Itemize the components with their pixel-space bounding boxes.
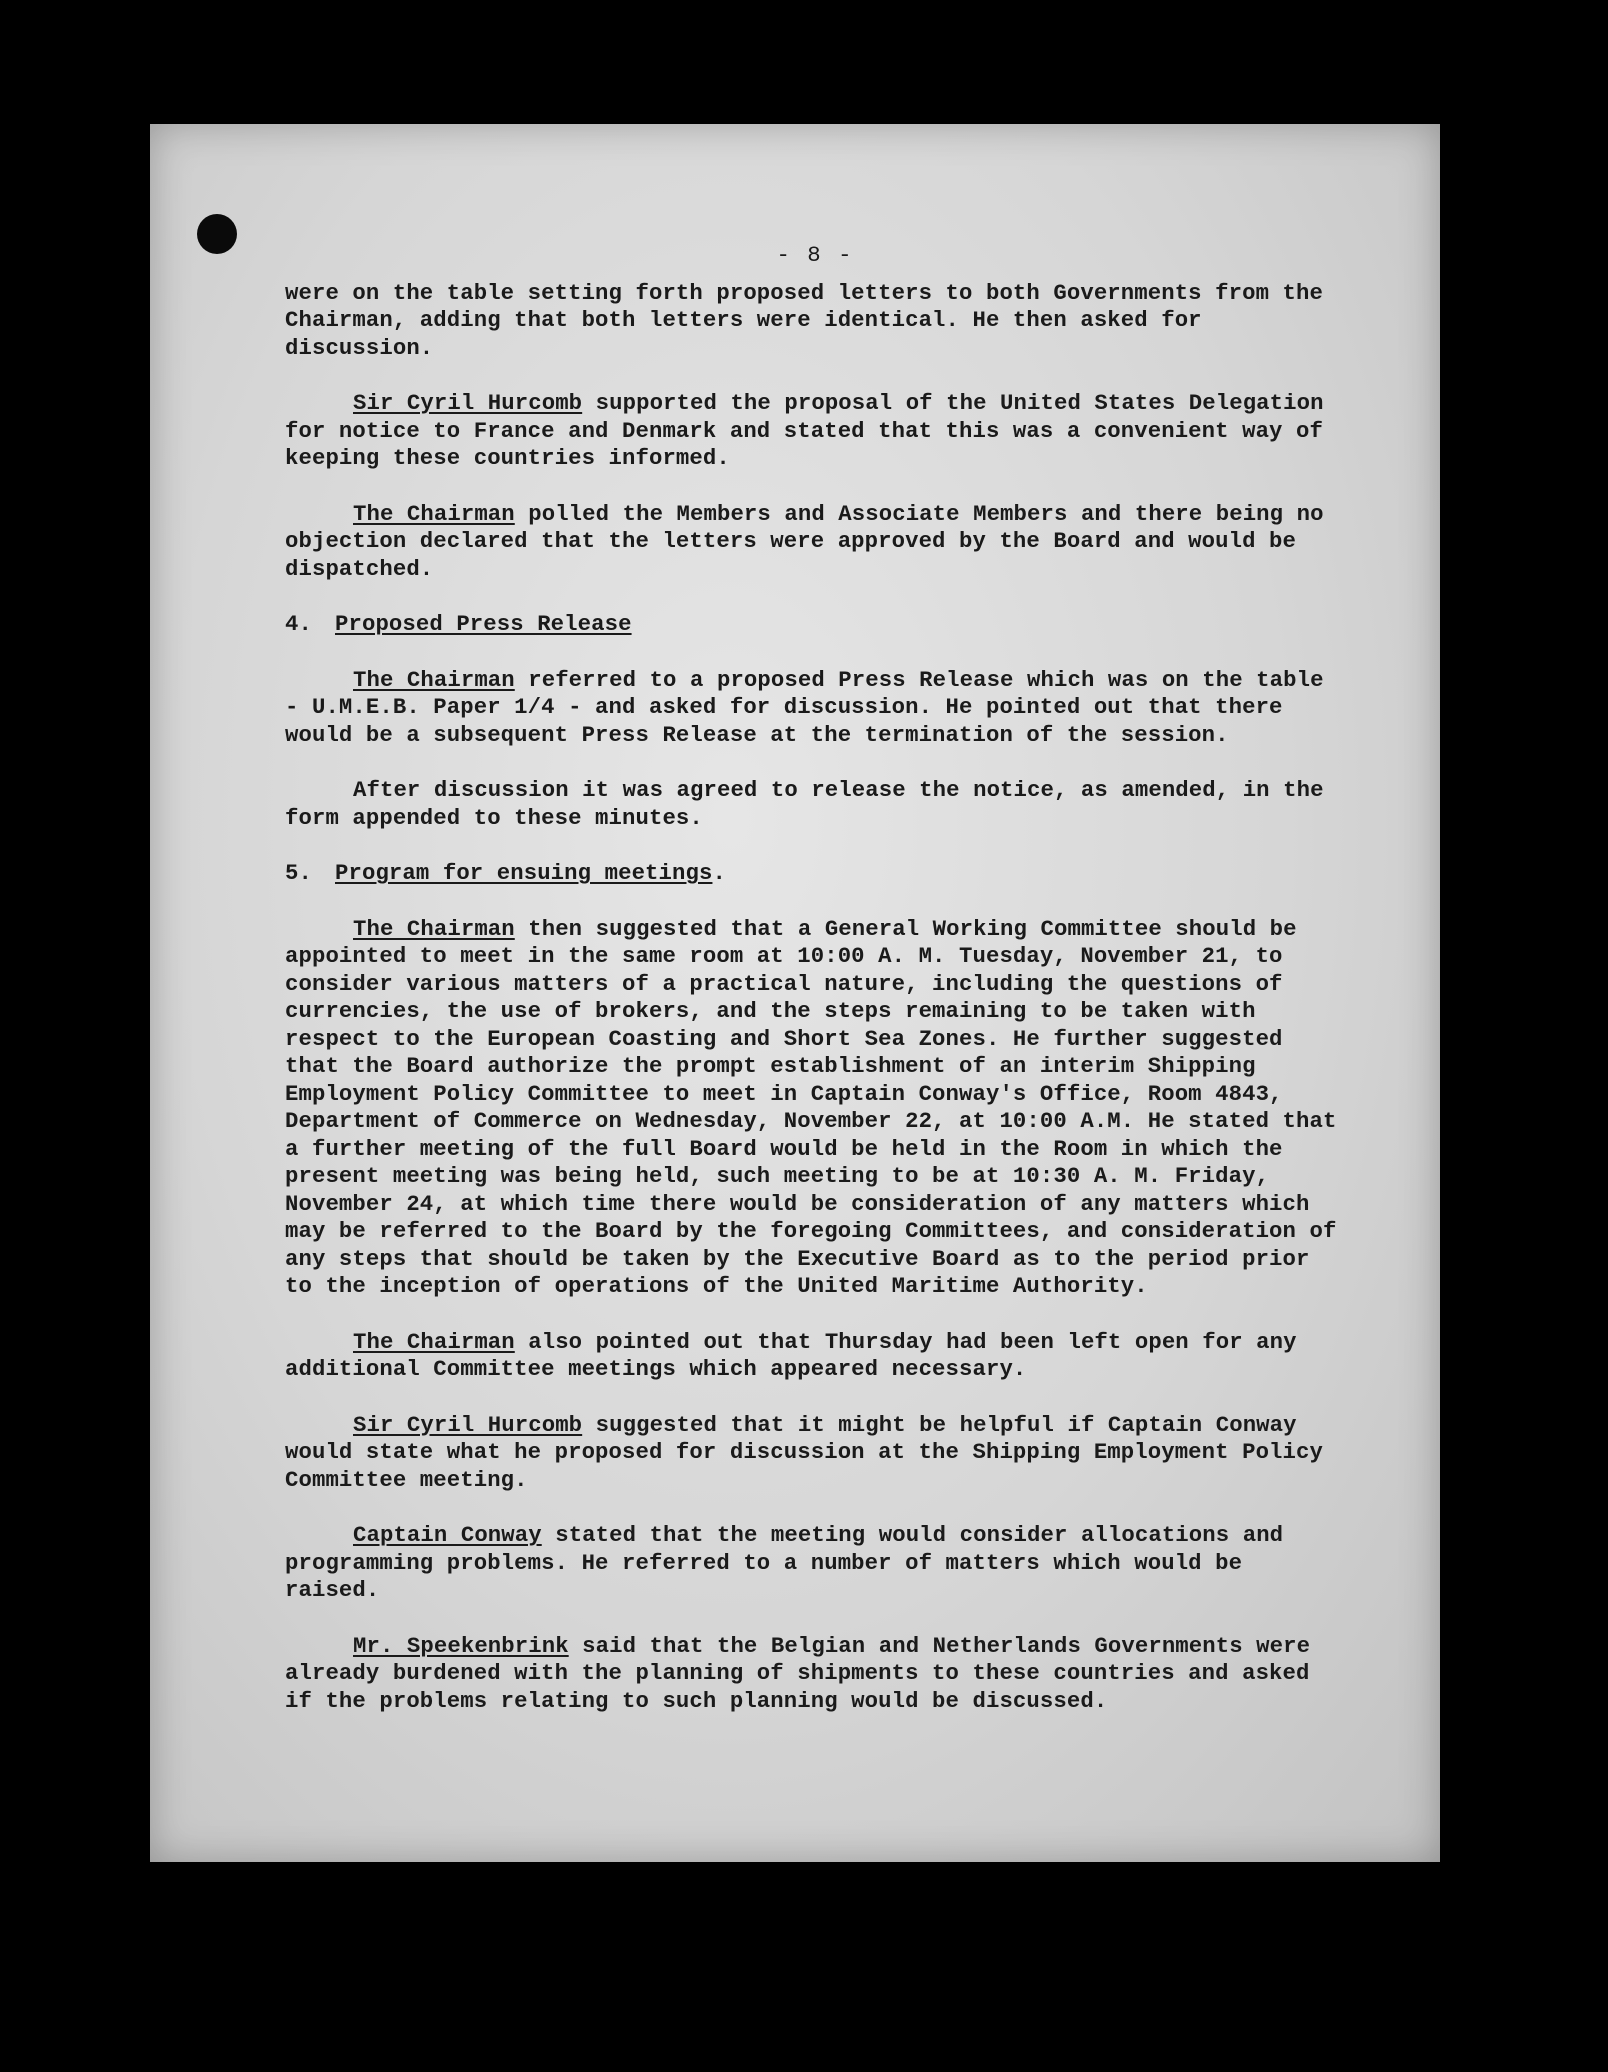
paragraph-text: referred to a proposed Press Release which was on the table - U.M.E.B. Paper 1/4 - and asked for discussion. He pointed out that there would be a subsequent Press Release at the termination of the session. [285, 666, 1324, 748]
speaker-name: The Chairman [353, 915, 515, 942]
paragraph-1 [285, 280, 1345, 363]
speaker-name: The Chairman [353, 666, 515, 693]
document-text [285, 242, 1345, 1743]
section-title: Program for ensuing meetings [335, 860, 713, 886]
punch-hole [197, 214, 237, 254]
paragraph-4 [285, 667, 1345, 750]
speaker-name: The Chairman [353, 500, 515, 527]
paragraph-text: were on the table setting forth proposed letters to both Governments from the Chairman, adding that both letters were identical. He then asked for discussion. [285, 279, 1323, 361]
section-heading-4 [285, 611, 1345, 639]
paragraph-text: suggested that it might be helpful if Captain Conway would state what he proposed for discussion at the Shipping Employment Policy Committee meeting. [285, 1411, 1323, 1493]
paragraph-text: said that the Belgian and Netherlands Governments were already burdened with the planning of shipments to these countries and asked if the problems relating to such planning would be discussed. [285, 1632, 1311, 1714]
speaker-name: Sir Cyril Hurcomb [353, 1411, 583, 1438]
paragraph-10 [285, 1633, 1345, 1716]
paragraph-7 [285, 1329, 1345, 1384]
paragraph-5 [285, 777, 1345, 832]
paragraph-text: also pointed out that Thursday had been left open for any additional Committee meetings which appeared necessary. [285, 1328, 1297, 1382]
paragraph-8 [285, 1412, 1345, 1495]
paragraph-text: then suggested that a General Working Committee should be appointed to meet in the same room at 10:00 A. M. Tuesday, November 21, to consider various matters of a practical nature, including the questions of currencies, the use of brokers, and the steps remaining to be taken with respect to the European Coasting and Short Sea Zones. He further suggested that the Board authorize the prompt establishment of an interim Shipping Employment Policy Committee to meet in Captain Conway's Office, Room 4843, Department of Commerce on Wednesday, November 22, at 10:00 A.M. He stated that a further meeting of the full Board would be held in the Room in which the present meeting was being held, such meeting to be at 10:30 A. M. Friday, November 24, at which time there would be consideration of any matters which may be referred to the Board by the foregoing Committees, and consideration of any steps that should be taken by the Executive Board as to the period prior to the inception of operations of the United Maritime Authority. [285, 915, 1337, 1299]
section-number: 5. [285, 860, 312, 886]
speaker-name: Captain Conway [353, 1522, 542, 1548]
document-page [150, 124, 1440, 1862]
section-title-dot: . [712, 860, 726, 886]
paragraph-text: After discussion it was agreed to release the notice, as amended, in the form appended to these minutes. [285, 777, 1324, 831]
paragraph-text: supported the proposal of the United States Delegation for notice to France and Denmark and stated that this was a convenient way of keeping these countries informed. [285, 390, 1324, 471]
speaker-name: Sir Cyril Hurcomb [353, 390, 583, 416]
page-number: - 8 - [776, 242, 854, 268]
paragraph-text: polled the Members and Associate Members and there being no objection declared that the letters were approved by the Board and would be dispatched. [285, 500, 1324, 582]
section-number: 4. [285, 611, 312, 637]
paragraph-6 [285, 916, 1345, 1301]
paragraph-3 [285, 501, 1345, 584]
section-heading-5 [285, 860, 1345, 888]
paragraph-2 [285, 390, 1345, 473]
paragraph-9 [285, 1522, 1345, 1605]
section-title: Proposed Press Release [335, 611, 632, 637]
speaker-name: Mr. Speekenbrink [353, 1632, 569, 1659]
paragraph-text: stated that the meeting would consider allocations and programming problems. He referred to a number of matters which would be raised. [285, 1522, 1284, 1603]
speaker-name: The Chairman [353, 1328, 515, 1355]
